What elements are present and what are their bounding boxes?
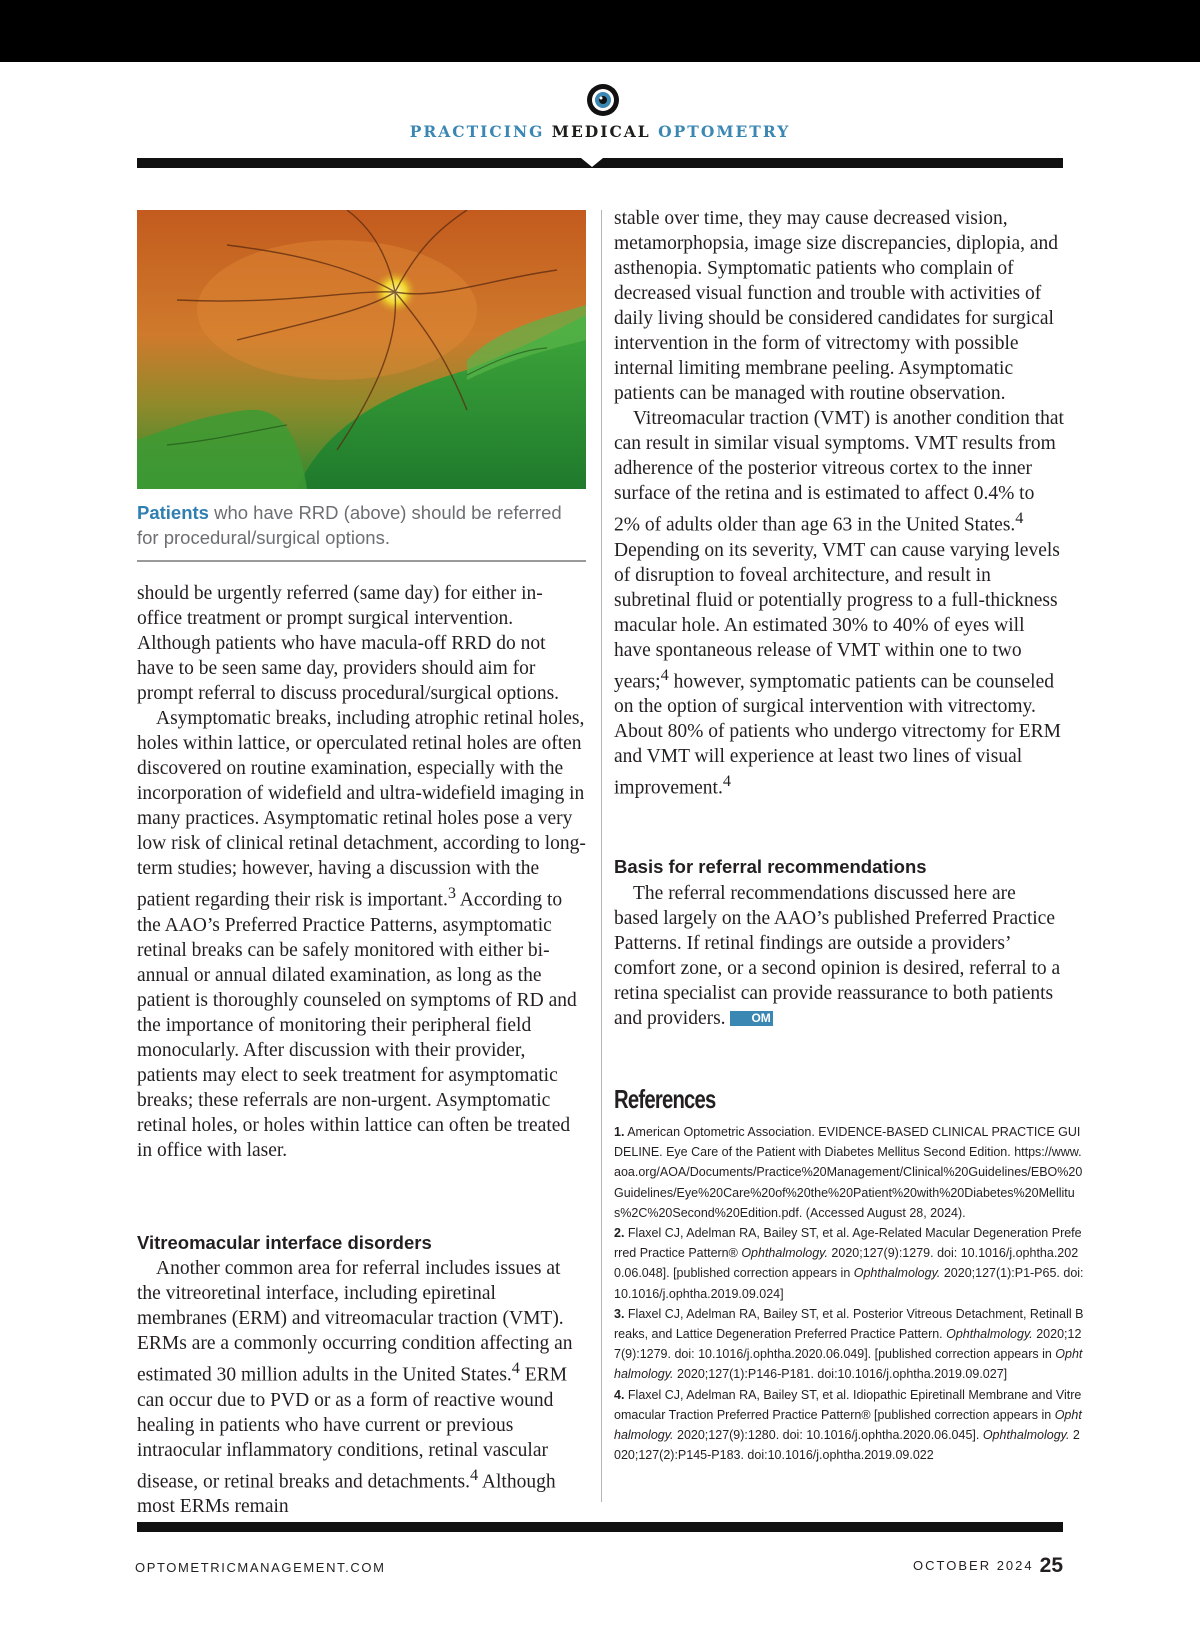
citation: 4 bbox=[660, 665, 669, 684]
paragraph: stable over time, they may cause decreased vision, metamorphopsia, image size discrepancies, diplopia, and asthenopia. Symptomatic patients who complain of decreased visual function and trouble with activities of daily living should be considered candidates for surgical intervention in the form of vitrectomy with possible internal limiting membrane peeling. Asymptomatic patients can be managed with routine observation. bbox=[614, 208, 1059, 404]
figure-caption bbox=[137, 500, 586, 550]
footer-issue bbox=[913, 1554, 1063, 1578]
column-divider bbox=[601, 210, 602, 1502]
retina-photo bbox=[137, 210, 586, 489]
page-number: 25 bbox=[1039, 1554, 1063, 1577]
text-run: Flaxel CJ, Adelman RA, Bailey ST, et al. Idiopathic Epiretinall Membrane and Vitreomacular Traction Preferred Practice Pattern® [published correction appears in bbox=[614, 1387, 1082, 1422]
text-run: 2020;127(1):P146-P181. doi:10.1016/j.ophtha.2019.09.027] bbox=[673, 1367, 1008, 1382]
text-run: Flaxel CJ, Adelman RA, Bailey ST, et al. Posterior Vitreous Detachment, Retinall Breaks, and Lattice Degeneration Preferred Practice Pattern. bbox=[614, 1306, 1084, 1342]
paragraph: should be urgently referred (same day) for either in-office treatment or prompt surgical intervention. Although patients who have macula-off RRD do not have to be seen same day, providers should aim for prompt referral to discuss procedural/surgical options. bbox=[137, 583, 560, 704]
caption-lead: Patients bbox=[137, 502, 209, 523]
reference-item bbox=[614, 1385, 1084, 1466]
reference-number: 1. bbox=[614, 1125, 625, 1139]
citation: 4 bbox=[470, 1465, 479, 1484]
footer-site: OPTOMETRICMANAGEMENT.COM bbox=[135, 1560, 386, 1575]
journal-name: Ophthalmology. bbox=[741, 1246, 828, 1261]
paragraph bbox=[137, 706, 586, 1163]
reference-number: 2. bbox=[614, 1226, 625, 1241]
text-run: ERM can occur due to PVD or as a form of reactive wound healing in patients who have current or previous intraocular inflammatory conditions, retinal vascular disease, or retinal breaks and detachments. bbox=[137, 1364, 568, 1492]
references-list bbox=[614, 1122, 1084, 1465]
caption-rule bbox=[137, 560, 586, 562]
text-run: 2020;127(1):P1-P65. doi:10.1016/j.ophtha.2019.09.024] bbox=[614, 1266, 1084, 1301]
top-rule bbox=[137, 156, 1063, 168]
top-black-band bbox=[0, 0, 1200, 62]
reference-number: 3. bbox=[614, 1306, 625, 1321]
section-heading: Vitreomacular interface disorders bbox=[137, 1232, 432, 1253]
journal-name: Ophthalmology. bbox=[982, 1428, 1070, 1443]
reference-item bbox=[614, 1223, 1084, 1304]
paragraph bbox=[614, 881, 1064, 1031]
reference-number: 4. bbox=[614, 1387, 625, 1402]
column-1-top bbox=[137, 581, 586, 1163]
references-title: References bbox=[614, 1084, 716, 1114]
section-heading: Basis for referral recommendations bbox=[614, 856, 927, 877]
reference-item bbox=[614, 1304, 1084, 1385]
column-2-top bbox=[614, 206, 1064, 801]
text-run: however, symptomatic patients can be counseled on the option of surgical intervention with vitrectomy. About 80% of patients who undergo vitrectomy for ERM and VMT will experience at least two lines of visual improvement. bbox=[614, 671, 1061, 799]
text-run: Flaxel CJ, Adelman RA, Bailey ST, et al. Age-Related Macular Degeneration Preferred Practice Pattern® bbox=[614, 1226, 1082, 1261]
text-run: According to the AAO’s Preferred Practice Patterns, asymptomatic retinal breaks can be safely monitored with either bi-annual or annual dilated examination, as long as the patient is thoroughly counseled on symptoms of RD and the importance of monitoring their peripheral field monocularly. After discussion with their provider, patients may elect to seek treatment for asymptomatic breaks; these referrals are non-urgent. Asymptomatic retinal holes, or holes within lattice can often be treated in office with laser. bbox=[137, 889, 577, 1161]
text-run: American Optometric Association. EVIDENCE-BASED CLINICAL PRACTICE GUIDELINE. Eye Care of the Patient with Diabetes Mellitus Second Edition. https://www.aoa.org/AOA/Documents/Practice%20Management/Clinical%20Guidelines/EBO%20Guidelines/Eye%20Care%20of%20the%20Patient%20with%20Diabetes%20Mellitus%2C%20Second%20Edition.pdf. (Accessed August 28, 2024). bbox=[614, 1125, 1083, 1220]
journal-name: Ophthalmology. bbox=[853, 1266, 941, 1281]
text-run: Asymptomatic breaks, including atrophic retinal holes, holes within lattice, or operculated retinal holes are often discovered on routine examination, especially with the incorporation of widefield and ultra-widefield imaging in many practices. Asymptomatic retinal holes pose a very low risk of clinical retinal detachment, according to long-term studies; however, having a discussion with the patient regarding their risk is important. bbox=[137, 708, 586, 911]
section-title bbox=[0, 122, 1200, 141]
text-run: 2020;127(9):1280. doi: 10.1016/j.ophtha.2020.06.045]. bbox=[673, 1428, 983, 1443]
text-run: The referral recommendations discussed here are based largely on the AAO’s published Preferred Practice Patterns. If retinal findings are outside a providers’ comfort zone, or a second opinion is desired, referral to a retina specialist can provide reassurance to both patients and providers. bbox=[614, 883, 1061, 1029]
citation: 4 bbox=[511, 1359, 520, 1377]
paragraph bbox=[137, 1256, 586, 1519]
section-title-word-1: PRACTICING bbox=[409, 122, 545, 141]
text-run: Vitreomacular traction (VMT) is another condition that can result in similar visual symptoms. VMT results from adherence of the posterior vitreous cortex to the inner surface of the retina and is estimated to affect 0.4% to 2% of adults older than age 63 in the United States. bbox=[614, 408, 1064, 536]
journal-name: Ophthalmology. bbox=[614, 1347, 1083, 1382]
issue-date: OCTOBER 2024 bbox=[913, 1558, 1034, 1573]
caption-text: who have RRD (above) should be referred for procedural/surgical options. bbox=[137, 502, 562, 548]
text-run: Another common area for referral includes issues at the vitreoretinal interface, including epiretinal membranes (ERM) and vitreomacular traction (VMT). ERMs are a commonly occurring condition affecting an estimated 30 million adults in the United States. bbox=[137, 1258, 573, 1386]
eye-logo-icon bbox=[586, 83, 620, 117]
paragraph bbox=[614, 406, 1064, 801]
citation: 4 bbox=[722, 772, 731, 790]
section-title-word-3: OPTOMETRY bbox=[658, 122, 791, 141]
section-title-word-2: MEDICAL bbox=[551, 122, 651, 141]
text-run: Although most ERMs remain bbox=[137, 1471, 556, 1517]
citation: 4 bbox=[1015, 509, 1024, 527]
bottom-rule bbox=[137, 1522, 1063, 1532]
text-run: 2020;127(9):1279. doi: 10.1016/j.ophtha.2020.06.048]. [published correction appears in bbox=[614, 1246, 1079, 1281]
journal-name: Ophthalmology. bbox=[946, 1327, 1033, 1342]
column-1-bottom bbox=[137, 1256, 586, 1519]
reference-item bbox=[614, 1122, 1084, 1223]
column-2-bottom bbox=[614, 881, 1064, 1031]
journal-name: Ophthalmology. bbox=[614, 1407, 1082, 1443]
end-mark-icon: OM bbox=[730, 1011, 772, 1026]
text-run: Depending on its severity, VMT can cause varying levels of disruption to foveal architecture, and result in subretinal fluid or potentially progress to a full-thickness macular hole. An estimated 30% to 40% of eyes will have spontaneous release of VMT within one to two years; bbox=[614, 539, 1060, 692]
text-run: 2020;127(2):P145-P183. doi:10.1016/j.ophtha.2019.09.022 bbox=[614, 1428, 1080, 1463]
citation: 3 bbox=[447, 884, 456, 902]
text-run: 2020;127(9):1279. doi: 10.1016/j.ophtha.2020.06.049]. [published correction appears in bbox=[614, 1327, 1082, 1362]
